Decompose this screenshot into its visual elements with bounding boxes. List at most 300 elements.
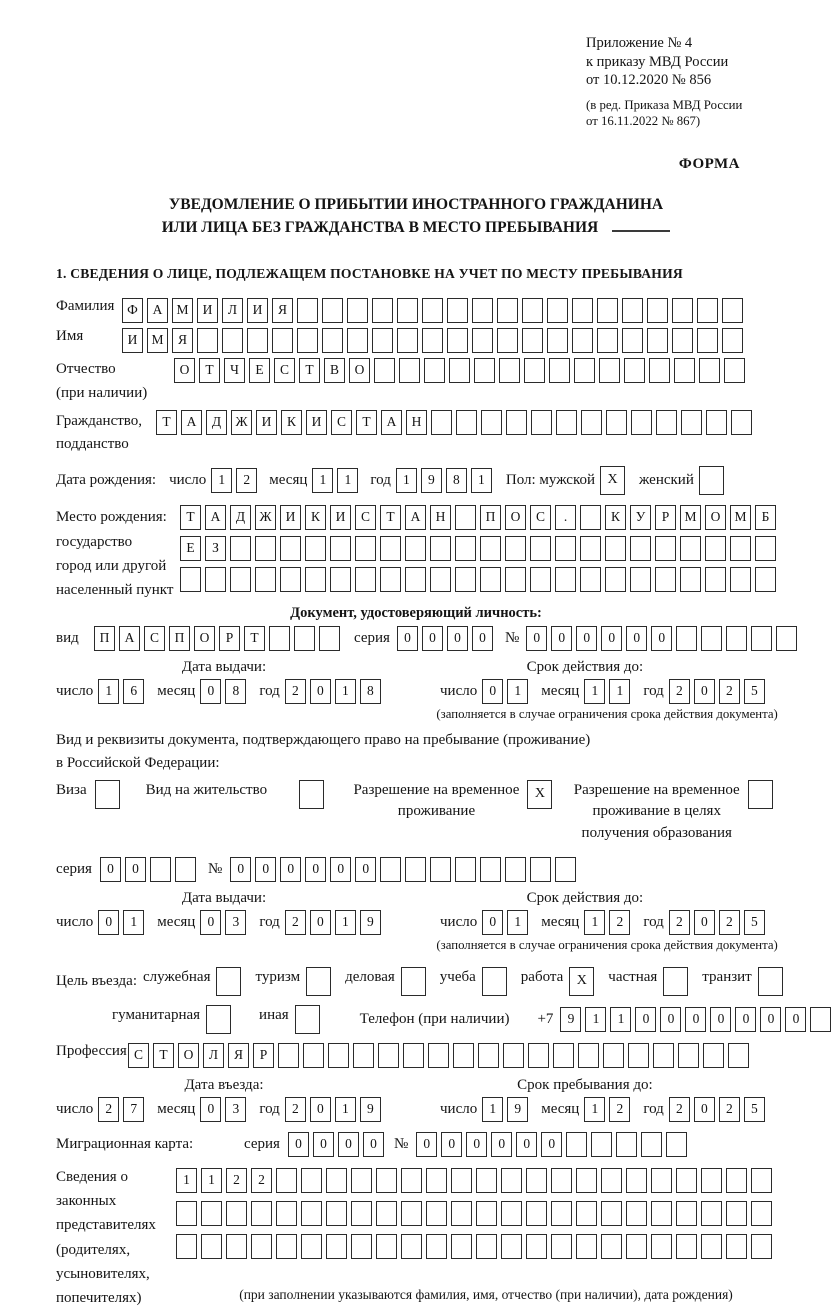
- form-cell[interactable]: [580, 505, 601, 530]
- form-cell[interactable]: [430, 536, 451, 561]
- birth-place-cells-row3[interactable]: [180, 567, 780, 592]
- form-cell[interactable]: [355, 567, 376, 592]
- form-cell[interactable]: Т: [153, 1043, 174, 1068]
- form-cell[interactable]: 0: [660, 1007, 681, 1032]
- form-cell[interactable]: Т: [199, 358, 220, 383]
- form-cell[interactable]: 2: [285, 679, 306, 704]
- form-cell[interactable]: [547, 328, 568, 353]
- form-cell[interactable]: [424, 358, 445, 383]
- form-cell[interactable]: [576, 1168, 597, 1193]
- form-cell[interactable]: [455, 857, 476, 882]
- form-cell[interactable]: [728, 1043, 749, 1068]
- form-cell[interactable]: 2: [719, 679, 740, 704]
- form-cell[interactable]: И: [247, 298, 268, 323]
- form-cell[interactable]: [456, 410, 477, 435]
- form-cell[interactable]: [591, 1132, 612, 1157]
- form-cell[interactable]: [681, 410, 702, 435]
- form-cell[interactable]: 0: [200, 679, 221, 704]
- form-cell[interactable]: У: [630, 505, 651, 530]
- form-cell[interactable]: [651, 1168, 672, 1193]
- form-cell[interactable]: [624, 358, 645, 383]
- form-cell[interactable]: [731, 410, 752, 435]
- form-cell[interactable]: [701, 1234, 722, 1259]
- form-cell[interactable]: [580, 567, 601, 592]
- form-cell[interactable]: Р: [219, 626, 240, 651]
- form-cell[interactable]: [399, 358, 420, 383]
- form-cell[interactable]: [297, 328, 318, 353]
- form-cell[interactable]: [616, 1132, 637, 1157]
- form-cell[interactable]: 2: [609, 910, 630, 935]
- form-cell[interactable]: [401, 1168, 422, 1193]
- form-cell[interactable]: [631, 410, 652, 435]
- form-cell[interactable]: 0: [466, 1132, 487, 1157]
- form-cell[interactable]: Т: [156, 410, 177, 435]
- form-cell[interactable]: [230, 536, 251, 561]
- form-cell[interactable]: [572, 298, 593, 323]
- form-cell[interactable]: 5: [744, 910, 765, 935]
- form-cell[interactable]: 8: [225, 679, 246, 704]
- form-cell[interactable]: [351, 1234, 372, 1259]
- form-cell[interactable]: [656, 410, 677, 435]
- form-cell[interactable]: [247, 328, 268, 353]
- form-cell[interactable]: [556, 410, 577, 435]
- form-cell[interactable]: 1: [396, 468, 417, 493]
- stay-month-cells[interactable]: [584, 1097, 634, 1122]
- form-cell[interactable]: [599, 358, 620, 383]
- form-cell[interactable]: 0: [310, 679, 331, 704]
- form-cell[interactable]: [697, 328, 718, 353]
- form-cell[interactable]: [647, 298, 668, 323]
- form-cell[interactable]: 0: [694, 1097, 715, 1122]
- form-cell[interactable]: П: [169, 626, 190, 651]
- form-cell[interactable]: [597, 328, 618, 353]
- form-cell[interactable]: [175, 857, 196, 882]
- form-cell[interactable]: Н: [430, 505, 451, 530]
- form-cell[interactable]: М: [680, 505, 701, 530]
- form-cell[interactable]: А: [119, 626, 140, 651]
- form-cell[interactable]: [472, 298, 493, 323]
- form-cell[interactable]: [403, 1043, 424, 1068]
- form-cell[interactable]: 1: [176, 1168, 197, 1193]
- form-cell[interactable]: 1: [507, 910, 528, 935]
- form-cell[interactable]: [706, 410, 727, 435]
- form-cell[interactable]: [751, 1234, 772, 1259]
- birth-place-cells-row1[interactable]: [180, 505, 780, 530]
- doc-issue-year-cells[interactable]: [285, 679, 385, 704]
- birth-day-cells[interactable]: [211, 468, 261, 493]
- form-cell[interactable]: 5: [744, 679, 765, 704]
- form-cell[interactable]: 9: [507, 1097, 528, 1122]
- form-cell[interactable]: [726, 1201, 747, 1226]
- form-cell[interactable]: [322, 328, 343, 353]
- form-cell[interactable]: 5: [744, 1097, 765, 1122]
- form-cell[interactable]: 0: [735, 1007, 756, 1032]
- form-cell[interactable]: [476, 1168, 497, 1193]
- form-cell[interactable]: [272, 328, 293, 353]
- form-cell[interactable]: 1: [98, 679, 119, 704]
- form-cell[interactable]: [547, 298, 568, 323]
- form-cell[interactable]: [501, 1168, 522, 1193]
- form-cell[interactable]: [551, 1201, 572, 1226]
- form-cell[interactable]: 2: [609, 1097, 630, 1122]
- form-cell[interactable]: [705, 536, 726, 561]
- form-cell[interactable]: [451, 1168, 472, 1193]
- form-cell[interactable]: [705, 567, 726, 592]
- form-cell[interactable]: М: [147, 328, 168, 353]
- form-cell[interactable]: 8: [360, 679, 381, 704]
- form-cell[interactable]: Ж: [231, 410, 252, 435]
- form-cell[interactable]: Е: [249, 358, 270, 383]
- form-cell[interactable]: [676, 1234, 697, 1259]
- form-cell[interactable]: [326, 1234, 347, 1259]
- form-cell[interactable]: [280, 536, 301, 561]
- form-cell[interactable]: [530, 536, 551, 561]
- form-cell[interactable]: 1: [335, 679, 356, 704]
- form-cell[interactable]: Б: [755, 505, 776, 530]
- form-cell[interactable]: [322, 298, 343, 323]
- form-cell[interactable]: Т: [299, 358, 320, 383]
- form-cell[interactable]: С: [530, 505, 551, 530]
- form-cell[interactable]: [426, 1234, 447, 1259]
- form-cell[interactable]: [701, 1168, 722, 1193]
- form-cell[interactable]: [347, 328, 368, 353]
- form-cell[interactable]: Ч: [224, 358, 245, 383]
- form-cell[interactable]: 2: [669, 679, 690, 704]
- form-cell[interactable]: [276, 1201, 297, 1226]
- doc-issue-month-cells[interactable]: [200, 679, 250, 704]
- form-cell[interactable]: М: [730, 505, 751, 530]
- form-cell[interactable]: 0: [482, 679, 503, 704]
- form-cell[interactable]: [255, 536, 276, 561]
- form-cell[interactable]: Л: [222, 298, 243, 323]
- form-cell[interactable]: X: [569, 967, 594, 996]
- sex-male-checkbox[interactable]: [600, 466, 629, 495]
- form-cell[interactable]: [724, 358, 745, 383]
- form-cell[interactable]: [649, 358, 670, 383]
- form-cell[interactable]: Т: [380, 505, 401, 530]
- form-cell[interactable]: О: [705, 505, 726, 530]
- form-cell[interactable]: 0: [125, 857, 146, 882]
- stay-day-cells[interactable]: [482, 1097, 532, 1122]
- form-cell[interactable]: [501, 1201, 522, 1226]
- form-cell[interactable]: [680, 536, 701, 561]
- form-cell[interactable]: [301, 1201, 322, 1226]
- form-cell[interactable]: [449, 358, 470, 383]
- form-cell[interactable]: [474, 358, 495, 383]
- form-cell[interactable]: З: [205, 536, 226, 561]
- form-cell[interactable]: [480, 857, 501, 882]
- form-cell[interactable]: 9: [560, 1007, 581, 1032]
- form-cell[interactable]: [278, 1043, 299, 1068]
- form-cell[interactable]: 0: [694, 679, 715, 704]
- form-cell[interactable]: 2: [236, 468, 257, 493]
- form-cell[interactable]: [255, 567, 276, 592]
- form-cell[interactable]: И: [122, 328, 143, 353]
- form-cell[interactable]: [576, 1201, 597, 1226]
- form-cell[interactable]: [405, 567, 426, 592]
- sex-female-checkbox[interactable]: [699, 466, 728, 495]
- form-cell[interactable]: [730, 536, 751, 561]
- form-cell[interactable]: [626, 1234, 647, 1259]
- form-cell[interactable]: [374, 358, 395, 383]
- form-cell[interactable]: 1: [609, 679, 630, 704]
- form-cell[interactable]: 0: [280, 857, 301, 882]
- form-cell[interactable]: [451, 1234, 472, 1259]
- form-cell[interactable]: [176, 1234, 197, 1259]
- form-cell[interactable]: О: [174, 358, 195, 383]
- form-cell[interactable]: X: [527, 780, 552, 809]
- form-cell[interactable]: [606, 410, 627, 435]
- form-cell[interactable]: [726, 1168, 747, 1193]
- form-cell[interactable]: [522, 328, 543, 353]
- form-cell[interactable]: [699, 358, 720, 383]
- form-cell[interactable]: [810, 1007, 831, 1032]
- form-cell[interactable]: [524, 358, 545, 383]
- given-name-cells[interactable]: [122, 328, 747, 353]
- form-cell[interactable]: 1: [482, 1097, 503, 1122]
- form-cell[interactable]: [376, 1168, 397, 1193]
- form-cell[interactable]: [505, 857, 526, 882]
- form-cell[interactable]: [347, 298, 368, 323]
- form-cell[interactable]: [376, 1201, 397, 1226]
- form-cell[interactable]: 0: [230, 857, 251, 882]
- permit-issue-year-cells[interactable]: [285, 910, 385, 935]
- form-cell[interactable]: Т: [356, 410, 377, 435]
- form-cell[interactable]: [455, 536, 476, 561]
- form-cell[interactable]: 1: [584, 1097, 605, 1122]
- form-cell[interactable]: 2: [669, 1097, 690, 1122]
- form-cell[interactable]: [405, 857, 426, 882]
- form-cell[interactable]: 0: [200, 1097, 221, 1122]
- form-cell[interactable]: 1: [471, 468, 492, 493]
- form-cell[interactable]: 1: [585, 1007, 606, 1032]
- form-cell[interactable]: Н: [406, 410, 427, 435]
- form-cell[interactable]: К: [605, 505, 626, 530]
- form-cell[interactable]: [748, 780, 773, 809]
- form-cell[interactable]: 6: [123, 679, 144, 704]
- form-cell[interactable]: 1: [610, 1007, 631, 1032]
- form-cell[interactable]: [503, 1043, 524, 1068]
- form-cell[interactable]: [380, 857, 401, 882]
- form-cell[interactable]: Р: [655, 505, 676, 530]
- form-cell[interactable]: 0: [516, 1132, 537, 1157]
- doc-valid-day-cells[interactable]: [482, 679, 532, 704]
- form-cell[interactable]: И: [197, 298, 218, 323]
- form-cell[interactable]: [476, 1201, 497, 1226]
- form-cell[interactable]: [201, 1234, 222, 1259]
- form-cell[interactable]: [428, 1043, 449, 1068]
- form-cell[interactable]: А: [147, 298, 168, 323]
- form-cell[interactable]: 9: [360, 910, 381, 935]
- form-cell[interactable]: [430, 567, 451, 592]
- form-cell[interactable]: [528, 1043, 549, 1068]
- form-cell[interactable]: [605, 567, 626, 592]
- form-cell[interactable]: [280, 567, 301, 592]
- form-cell[interactable]: [622, 298, 643, 323]
- form-cell[interactable]: 0: [441, 1132, 462, 1157]
- form-cell[interactable]: [551, 1234, 572, 1259]
- form-cell[interactable]: О: [178, 1043, 199, 1068]
- form-cell[interactable]: [651, 1201, 672, 1226]
- form-cell[interactable]: [378, 1043, 399, 1068]
- form-cell[interactable]: [497, 328, 518, 353]
- form-cell[interactable]: О: [505, 505, 526, 530]
- form-cell[interactable]: [197, 328, 218, 353]
- form-cell[interactable]: [551, 1168, 572, 1193]
- form-cell[interactable]: [526, 1201, 547, 1226]
- form-cell[interactable]: И: [256, 410, 277, 435]
- form-cell[interactable]: [301, 1234, 322, 1259]
- form-cell[interactable]: [574, 358, 595, 383]
- form-cell[interactable]: [326, 1201, 347, 1226]
- form-cell[interactable]: 0: [541, 1132, 562, 1157]
- form-cell[interactable]: [447, 328, 468, 353]
- permit-issue-day-cells[interactable]: [98, 910, 148, 935]
- purpose-humanitarian-checkbox[interactable]: [206, 1005, 235, 1034]
- form-cell[interactable]: 2: [285, 910, 306, 935]
- form-cell[interactable]: [297, 298, 318, 323]
- form-cell[interactable]: [601, 1234, 622, 1259]
- form-cell[interactable]: [701, 1201, 722, 1226]
- form-cell[interactable]: 0: [785, 1007, 806, 1032]
- form-cell[interactable]: [251, 1201, 272, 1226]
- form-cell[interactable]: [472, 328, 493, 353]
- form-cell[interactable]: [680, 567, 701, 592]
- form-cell[interactable]: 0: [626, 626, 647, 651]
- birth-year-cells[interactable]: [396, 468, 496, 493]
- permit-valid-day-cells[interactable]: [482, 910, 532, 935]
- form-cell[interactable]: В: [324, 358, 345, 383]
- form-cell[interactable]: Я: [272, 298, 293, 323]
- form-cell[interactable]: [299, 780, 324, 809]
- form-cell[interactable]: 2: [285, 1097, 306, 1122]
- form-cell[interactable]: [505, 567, 526, 592]
- form-cell[interactable]: [401, 1201, 422, 1226]
- form-cell[interactable]: [222, 328, 243, 353]
- form-cell[interactable]: [697, 298, 718, 323]
- form-cell[interactable]: [630, 567, 651, 592]
- form-cell[interactable]: 0: [310, 1097, 331, 1122]
- form-cell[interactable]: 0: [651, 626, 672, 651]
- form-cell[interactable]: 0: [482, 910, 503, 935]
- form-cell[interactable]: [603, 1043, 624, 1068]
- form-cell[interactable]: К: [281, 410, 302, 435]
- form-cell[interactable]: [476, 1234, 497, 1259]
- form-cell[interactable]: А: [381, 410, 402, 435]
- form-cell[interactable]: [530, 857, 551, 882]
- form-cell[interactable]: [497, 298, 518, 323]
- form-cell[interactable]: [572, 328, 593, 353]
- form-cell[interactable]: [628, 1043, 649, 1068]
- form-cell[interactable]: [726, 1234, 747, 1259]
- form-cell[interactable]: [330, 567, 351, 592]
- form-cell[interactable]: 0: [576, 626, 597, 651]
- form-cell[interactable]: 2: [251, 1168, 272, 1193]
- form-cell[interactable]: [447, 298, 468, 323]
- form-cell[interactable]: 9: [360, 1097, 381, 1122]
- form-cell[interactable]: 0: [710, 1007, 731, 1032]
- form-cell[interactable]: С: [144, 626, 165, 651]
- form-cell[interactable]: [522, 298, 543, 323]
- form-cell[interactable]: [758, 967, 783, 996]
- form-cell[interactable]: [703, 1043, 724, 1068]
- form-cell[interactable]: 0: [255, 857, 276, 882]
- form-cell[interactable]: 0: [338, 1132, 359, 1157]
- form-cell[interactable]: X: [600, 466, 625, 495]
- form-cell[interactable]: И: [330, 505, 351, 530]
- form-cell[interactable]: [422, 328, 443, 353]
- form-cell[interactable]: [580, 536, 601, 561]
- form-cell[interactable]: [480, 567, 501, 592]
- citizenship-cells[interactable]: [156, 410, 756, 435]
- form-cell[interactable]: [481, 410, 502, 435]
- form-cell[interactable]: [699, 466, 724, 495]
- form-cell[interactable]: [597, 298, 618, 323]
- form-cell[interactable]: Ж: [255, 505, 276, 530]
- form-cell[interactable]: [380, 567, 401, 592]
- form-cell[interactable]: 0: [472, 626, 493, 651]
- form-cell[interactable]: О: [194, 626, 215, 651]
- form-cell[interactable]: А: [205, 505, 226, 530]
- temp-permit-checkbox[interactable]: [527, 780, 556, 809]
- form-cell[interactable]: 0: [416, 1132, 437, 1157]
- form-cell[interactable]: П: [94, 626, 115, 651]
- form-cell[interactable]: [676, 626, 697, 651]
- form-cell[interactable]: Д: [206, 410, 227, 435]
- form-cell[interactable]: 1: [507, 679, 528, 704]
- form-cell[interactable]: [426, 1168, 447, 1193]
- form-cell[interactable]: 0: [98, 910, 119, 935]
- guardians-cells-row1[interactable]: [176, 1168, 776, 1193]
- form-cell[interactable]: 1: [584, 910, 605, 935]
- visa-checkbox[interactable]: [95, 780, 124, 809]
- form-cell[interactable]: Я: [172, 328, 193, 353]
- form-cell[interactable]: [626, 1168, 647, 1193]
- form-cell[interactable]: 2: [669, 910, 690, 935]
- form-cell[interactable]: [326, 1168, 347, 1193]
- form-cell[interactable]: [216, 967, 241, 996]
- form-cell[interactable]: [276, 1234, 297, 1259]
- form-cell[interactable]: Л: [203, 1043, 224, 1068]
- form-cell[interactable]: 1: [337, 468, 358, 493]
- form-cell[interactable]: Д: [230, 505, 251, 530]
- form-cell[interactable]: [251, 1234, 272, 1259]
- form-cell[interactable]: [206, 1005, 231, 1034]
- form-cell[interactable]: [601, 1168, 622, 1193]
- form-cell[interactable]: [330, 536, 351, 561]
- purpose-business-checkbox[interactable]: [216, 967, 245, 996]
- doc-number-cells[interactable]: [526, 626, 801, 651]
- form-cell[interactable]: [663, 967, 688, 996]
- form-cell[interactable]: [306, 967, 331, 996]
- form-cell[interactable]: [397, 328, 418, 353]
- purpose-tourism-checkbox[interactable]: [306, 967, 335, 996]
- form-cell[interactable]: [501, 1234, 522, 1259]
- form-cell[interactable]: [730, 567, 751, 592]
- form-cell[interactable]: [566, 1132, 587, 1157]
- profession-cells[interactable]: [128, 1043, 753, 1068]
- form-cell[interactable]: 0: [305, 857, 326, 882]
- form-cell[interactable]: 0: [100, 857, 121, 882]
- form-cell[interactable]: Я: [228, 1043, 249, 1068]
- form-cell[interactable]: [430, 857, 451, 882]
- permit-issue-month-cells[interactable]: [200, 910, 250, 935]
- doc-type-cells[interactable]: [94, 626, 344, 651]
- form-cell[interactable]: К: [305, 505, 326, 530]
- form-cell[interactable]: С: [331, 410, 352, 435]
- form-cell[interactable]: 2: [98, 1097, 119, 1122]
- residence-permit-checkbox[interactable]: [299, 780, 328, 809]
